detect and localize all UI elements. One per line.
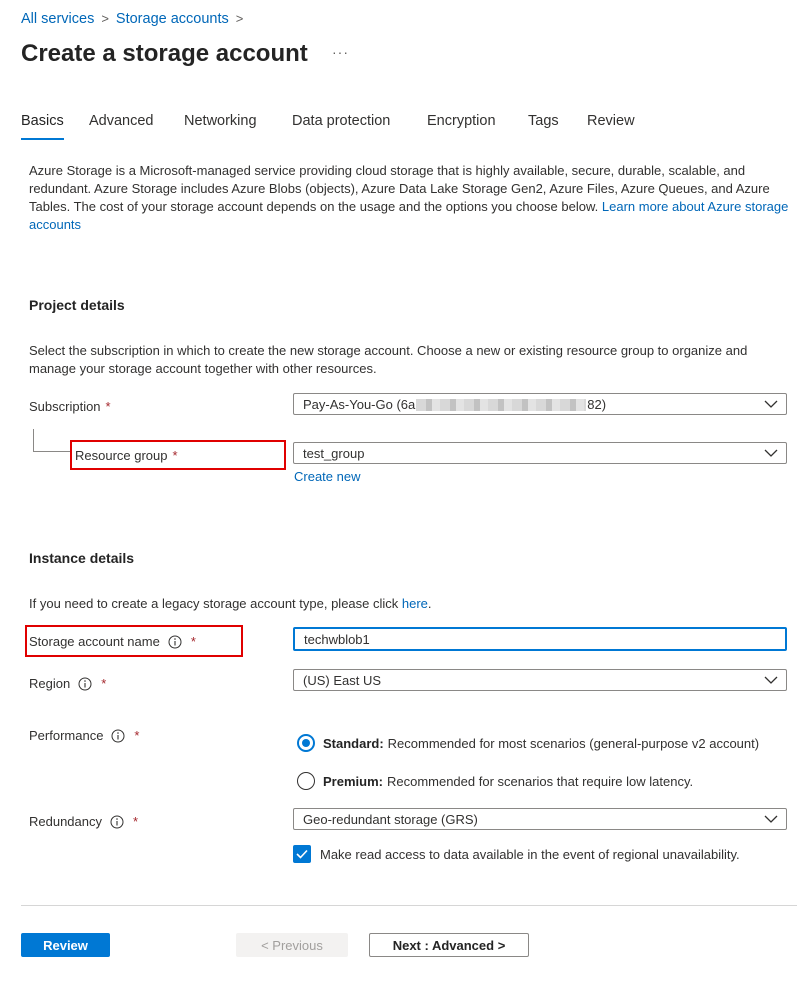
review-button[interactable]: Review <box>21 933 110 957</box>
tab-advanced[interactable]: Advanced <box>89 113 154 129</box>
previous-button[interactable]: < Previous <box>236 933 348 957</box>
radio-selected[interactable] <box>297 734 315 752</box>
next-advanced-button[interactable]: Next : Advanced > <box>369 933 529 957</box>
breadcrumb-storage-accounts[interactable]: Storage accounts <box>115 11 229 27</box>
info-icon[interactable] <box>168 635 182 649</box>
tab-networking[interactable]: Networking <box>184 113 257 129</box>
tab-encryption[interactable]: Encryption <box>427 113 496 129</box>
instance-details-heading: Instance details <box>29 550 135 566</box>
region-label: Region * <box>29 676 107 691</box>
footer-divider <box>21 905 797 906</box>
redundancy-label: Redundancy * <box>29 814 139 829</box>
tree-connector <box>33 429 70 452</box>
required-marker: * <box>172 448 178 463</box>
region-select[interactable]: (US) East US <box>293 669 787 691</box>
more-options-icon[interactable]: ··· <box>332 44 349 60</box>
tab-review[interactable]: Review <box>587 113 635 129</box>
required-marker: * <box>105 399 111 414</box>
radio-unselected[interactable] <box>297 772 315 790</box>
learn-more-link[interactable]: Learn more about Azure storage accounts <box>29 199 789 232</box>
chevron-down-icon <box>764 672 780 688</box>
resource-group-label: Resource group * <box>75 448 178 463</box>
page-title: Create a storage account <box>21 40 308 67</box>
project-details-description: Select the subscription in which to create the new storage account. Choose a new or existing resource group to organize and manage your storage account together with other resources. <box>29 343 748 376</box>
subscription-select[interactable]: Pay-As-You-Go (6a 82) <box>293 393 787 415</box>
redacted-subscription-id <box>416 399 586 411</box>
info-icon[interactable] <box>110 815 124 829</box>
checkbox-checked[interactable] <box>293 845 311 863</box>
redundancy-select[interactable]: Geo-redundant storage (GRS) <box>293 808 787 830</box>
create-new-link[interactable]: Create new <box>294 469 361 484</box>
performance-label: Performance * <box>29 728 140 743</box>
legacy-text: If you need to create a legacy storage account type, please click here. <box>29 596 432 611</box>
legacy-here-link[interactable]: here <box>401 596 428 611</box>
breadcrumb <box>21 11 250 27</box>
project-details-heading: Project details <box>29 297 125 313</box>
required-marker: * <box>190 634 196 649</box>
breadcrumb-all-services[interactable]: All services <box>21 11 95 27</box>
required-marker: * <box>101 676 107 691</box>
subscription-label: Subscription * <box>29 399 111 414</box>
checkmark-icon <box>296 849 308 859</box>
info-icon[interactable] <box>78 677 92 691</box>
resource-group-select[interactable]: test_group <box>293 442 787 464</box>
chevron-down-icon <box>764 396 780 412</box>
storage-account-name-label: Storage account name * <box>29 634 196 649</box>
tab-data-protection[interactable]: Data protection <box>292 113 391 129</box>
read-access-checkbox-row[interactable]: Make read access to data available in the event of regional unavailability. <box>293 845 740 863</box>
intro-text: Azure Storage is a Microsoft-managed service providing cloud storage that is highly available, secure, durable, scalable, and redundant. Azure Storage includes Azure Blobs (objects), Azure Data Lake Storage Gen2, Azure Files, Azure Queues, and Azure Tables. The cost of your storage account depends on the usage and the options you choose below. Learn more about Azure storage accounts <box>29 163 789 232</box>
required-marker: * <box>133 814 139 829</box>
chevron-down-icon <box>764 811 780 827</box>
chevron-down-icon <box>764 445 780 461</box>
tab-tags[interactable]: Tags <box>528 113 559 129</box>
chevron-right-icon: > <box>101 11 109 26</box>
required-marker: * <box>134 728 140 743</box>
tab-basics[interactable]: Basics <box>21 113 64 129</box>
performance-premium-option[interactable]: Premium: Recommended for scenarios that require low latency. <box>297 772 693 790</box>
performance-standard-option[interactable]: Standard: Recommended for most scenarios (general-purpose v2 account) <box>297 734 759 752</box>
storage-account-name-input[interactable]: techwblob1 <box>293 627 787 651</box>
chevron-right-icon: > <box>235 11 244 26</box>
info-icon[interactable] <box>111 729 125 743</box>
